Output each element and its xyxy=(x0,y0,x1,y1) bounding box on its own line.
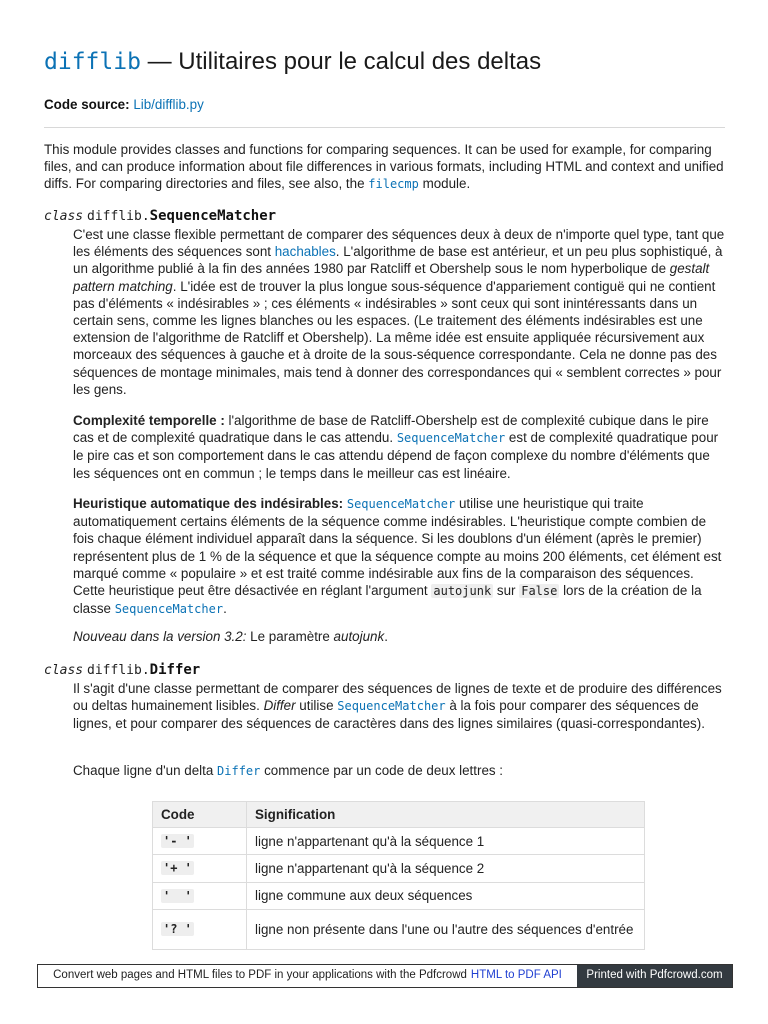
table-row xyxy=(153,909,645,949)
code-cell xyxy=(153,882,247,909)
module-name: difflib xyxy=(44,49,141,75)
intro-text-end: module. xyxy=(418,176,471,192)
text: utilise xyxy=(295,698,338,714)
divider xyxy=(44,127,725,128)
page-title-text: — Utilitaires pour le calcul des deltas xyxy=(140,48,542,75)
class-prefix: difflib. xyxy=(87,209,150,224)
source-line xyxy=(44,96,204,113)
source-link[interactable]: Lib/difflib.py xyxy=(133,97,204,112)
sequencematcher-ref[interactable]: SequenceMatcher xyxy=(114,602,224,617)
text: utilise une heuristique qui traite automatiquement certains éléments de la séquence comme indésirables. L'heuristique compte combien de fois chaque élément individuel apparaît dans la séquence. Si les doublons d'un élément (après le premier) représentent plus de 1 % de la séquence et que la séquence compte au moins 200 éléments, cet élément est marqué comme « populaire » et est traité comme indésirable aux fins de la comparaison des séquences. Cette heuristique peut être désactivée en réglant l'argument xyxy=(73,496,722,599)
footer-text: Convert web pages and HTML files to PDF in your applications with the Pdfcrowd xyxy=(53,969,467,982)
differ-signature xyxy=(44,660,200,680)
filecmp-link[interactable]: filecmp xyxy=(368,177,419,192)
text: Il s'agit d'une classe permettant de comparer des séquences de lignes de texte et de produire des différences ou deltas humainement lisibles. xyxy=(73,681,722,714)
sequencematcher-ref[interactable]: SequenceMatcher xyxy=(337,699,446,714)
sequencematcher-ref[interactable]: SequenceMatcher xyxy=(346,497,456,511)
intro-text: This module provides classes and functions for comparing sequences. It can be used for example, for comparing files, and can produce information about file differences in various formats, including HTML and context and unified diffs. For comparing directories and files, see also, the xyxy=(44,142,724,192)
class-keyword: class xyxy=(44,209,84,224)
sequencematcher-ref[interactable]: SequenceMatcher xyxy=(396,431,506,446)
text: Chaque ligne d'un delta xyxy=(73,763,218,778)
intro-paragraph xyxy=(44,141,726,194)
class-keyword: class xyxy=(44,663,84,678)
table-row xyxy=(153,828,645,855)
heuristic-paragraph xyxy=(73,495,725,618)
text: lors de la création de la classe xyxy=(73,583,702,617)
hachables-link[interactable]: hachables xyxy=(274,244,336,260)
meaning-cell: ligne n'appartenant qu'à la séquence 2 xyxy=(247,855,645,882)
table-row xyxy=(153,855,645,882)
table-header-row xyxy=(153,802,645,828)
text: à la fois pour comparer des séquences de lignes, et pour comparer des séquences de caractères dans des lignes similaires (quasi-correspondantes). xyxy=(73,698,705,732)
heuristic-heading: Heuristique automatique des indésirables: xyxy=(73,496,344,511)
meaning-cell: ligne non présente dans l'une ou l'autre des séquences d'entrée xyxy=(247,909,645,949)
meaning-cell: ligne commune aux deux séquences xyxy=(247,882,645,909)
text: . L'algorithme de base est antérieur, et un peu plus sophistiqué, à un algorithme publié à la fin des années 1980 par Ratcliff et Obershelp sous le nom hyperbolique de xyxy=(73,244,723,277)
differ-ref[interactable]: Differ xyxy=(217,764,261,778)
emphasis: Differ xyxy=(263,698,296,714)
code-literal: '- ' xyxy=(163,834,192,849)
column-header: Signification xyxy=(247,802,645,828)
emphasis: gestalt pattern matching xyxy=(73,261,710,294)
class-prefix: difflib. xyxy=(87,663,150,678)
column-header: Code xyxy=(153,802,247,828)
source-label: Code source: xyxy=(44,97,130,112)
class-name: Differ xyxy=(149,662,201,678)
code-literal: '+ ' xyxy=(163,861,192,876)
differ-codes-intro xyxy=(73,762,725,780)
printed-with-button[interactable]: Printed with Pdfcrowd.com xyxy=(577,965,732,987)
meaning-cell: ligne n'appartenant qu'à la séquence 1 xyxy=(247,828,645,855)
complexity-heading: Complexité temporelle : xyxy=(73,413,225,428)
complexity-paragraph xyxy=(73,412,725,482)
code-cell xyxy=(153,828,247,855)
page-title xyxy=(44,46,541,78)
text: Le paramètre xyxy=(246,629,334,644)
text: . L'idée est de trouver la plus longue sous-séquence d'appariement contiguë qui ne contient pas d'éléments « indésirables » ; ces éléments « indésirables » sont ceux qui sont inintéressants dans un certain sens, comme les lignes blanches ou les espaces. (Le traitement des éléments indésirables est une extension de l'algorithme de Ratcliff et Obershelp). La même idée est ensuite appliquée récursivement aux morceaux des séquences à gauche et à droite de la sous-séquence correspondante. Cela ne donne pas des séquences de montage minimales, mais tend à donner des correspondances qui « semblent correctes » pour les gens. xyxy=(73,278,722,397)
emphasis: autojunk xyxy=(333,629,385,644)
code-cell xyxy=(153,855,247,882)
sequencematcher-description xyxy=(73,226,725,398)
delta-codes-table xyxy=(152,801,645,950)
code-cell xyxy=(153,909,247,949)
code-literal: '? ' xyxy=(163,922,192,937)
class-name: SequenceMatcher xyxy=(149,208,277,224)
text: est de complexité quadratique pour le pire cas et son comportement dans le cas attendu dépend de façon complexe du nombre d'éléments que les séquences ont en commun ; le temps dans le meilleur cas est linéaire. xyxy=(73,430,719,481)
text: . xyxy=(223,601,227,617)
html-to-pdf-link[interactable]: HTML to PDF API xyxy=(470,969,562,982)
footer-message xyxy=(38,965,577,987)
sequencematcher-signature xyxy=(44,206,276,226)
table-row xyxy=(153,882,645,909)
text: C'est une classe flexible permettant de comparer des séquences deux à deux de n'importe quel type, tant que les éléments des séquences sont xyxy=(73,227,725,260)
version-label: Nouveau dans la version 3.2: xyxy=(73,629,247,644)
pdfcrowd-footer xyxy=(37,964,733,988)
version-note xyxy=(73,628,725,645)
autojunk-literal: autojunk xyxy=(433,584,492,599)
false-literal: False xyxy=(521,584,558,599)
text: commence par un code de deux lettres : xyxy=(260,763,504,778)
text: . xyxy=(384,629,388,644)
code-literal: ' ' xyxy=(163,888,192,903)
text: sur xyxy=(493,583,520,599)
text: l'algorithme de base de Ratcliff-Obershelp est de complexité cubique dans le pire cas et de complexité quadratique dans le cas attendu. xyxy=(73,413,709,446)
differ-description xyxy=(73,680,725,733)
